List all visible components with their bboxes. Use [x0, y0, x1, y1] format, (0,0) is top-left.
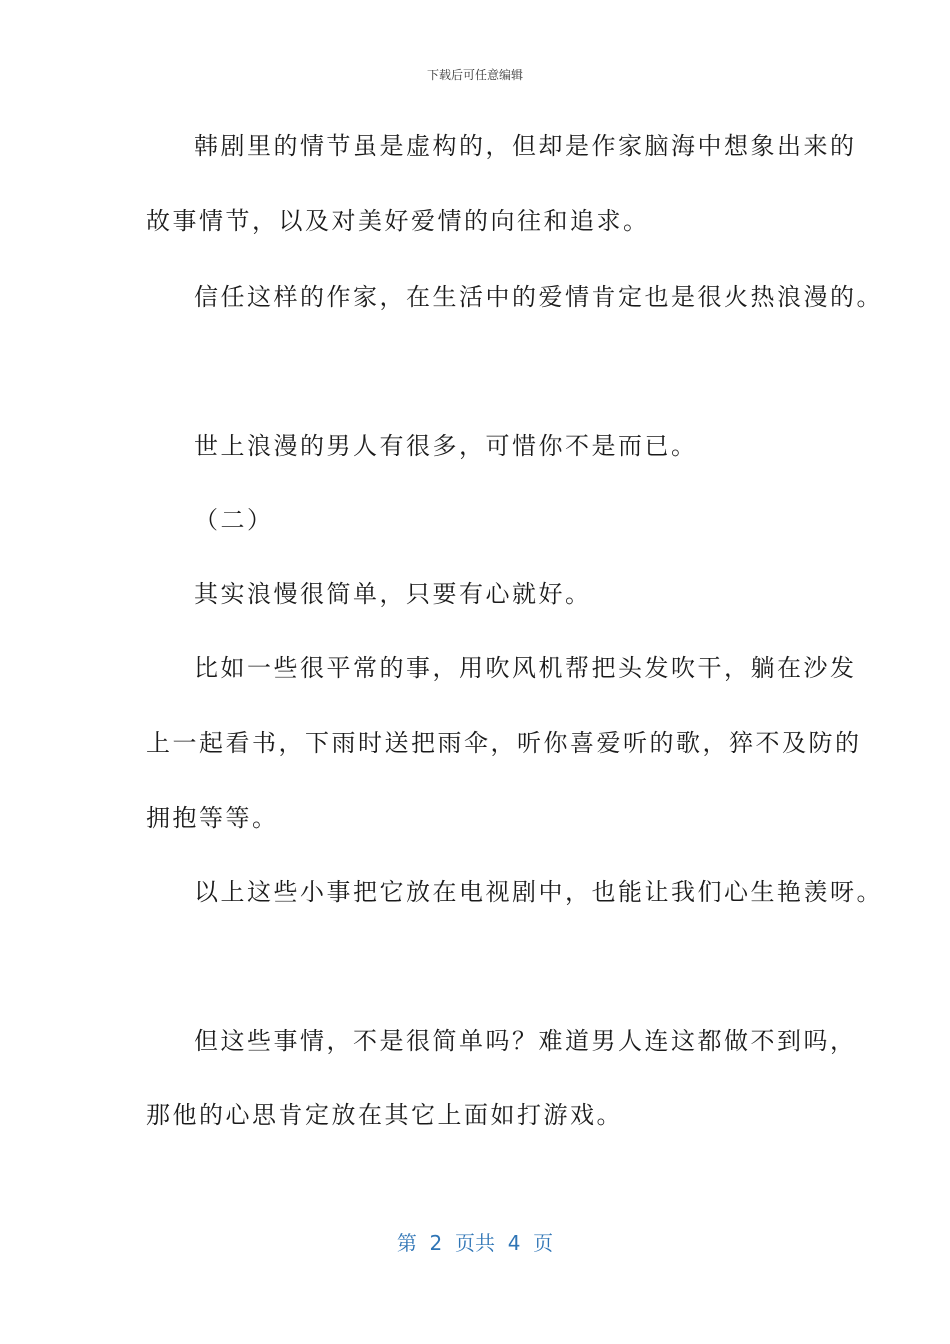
paragraph-line: 那他的心思肯定放在其它上面如打游戏。 [146, 1101, 623, 1129]
paragraph-line: 但这些事情，不是很简单吗？难道男人连这都做不到吗， [194, 1027, 857, 1055]
paragraph-line: 以上这些小事把它放在电视剧中，也能让我们心生艳羡呀。 [194, 878, 883, 906]
page-header: 下载后可任意编辑 [426, 68, 523, 82]
paragraph-line: 故事情节，以及对美好爱情的向往和追求。 [146, 207, 650, 235]
paragraph-line: 其实浪慢很简单，只要有心就好。 [194, 580, 592, 608]
page-footer: 第 2 页共 4 页 [396, 1231, 554, 1255]
paragraph-line: 比如一些很平常的事，用吹风机帮把头发吹干，躺在沙发 [194, 654, 857, 682]
paragraph-line: 世上浪漫的男人有很多，可惜你不是而已。 [194, 432, 698, 460]
section-heading: （二） [194, 506, 274, 534]
paragraph-line: 信任这样的作家，在生活中的爱情肯定也是很火热浪漫的。 [194, 283, 883, 311]
paragraph-line: 拥抱等等。 [146, 804, 279, 832]
paragraph-line: 韩剧里的情节虽是虚构的，但却是作家脑海中想象出来的 [194, 132, 857, 160]
paragraph-line: 上一起看书，下雨时送把雨伞，听你喜爱听的歌，猝不及防的 [146, 729, 862, 757]
